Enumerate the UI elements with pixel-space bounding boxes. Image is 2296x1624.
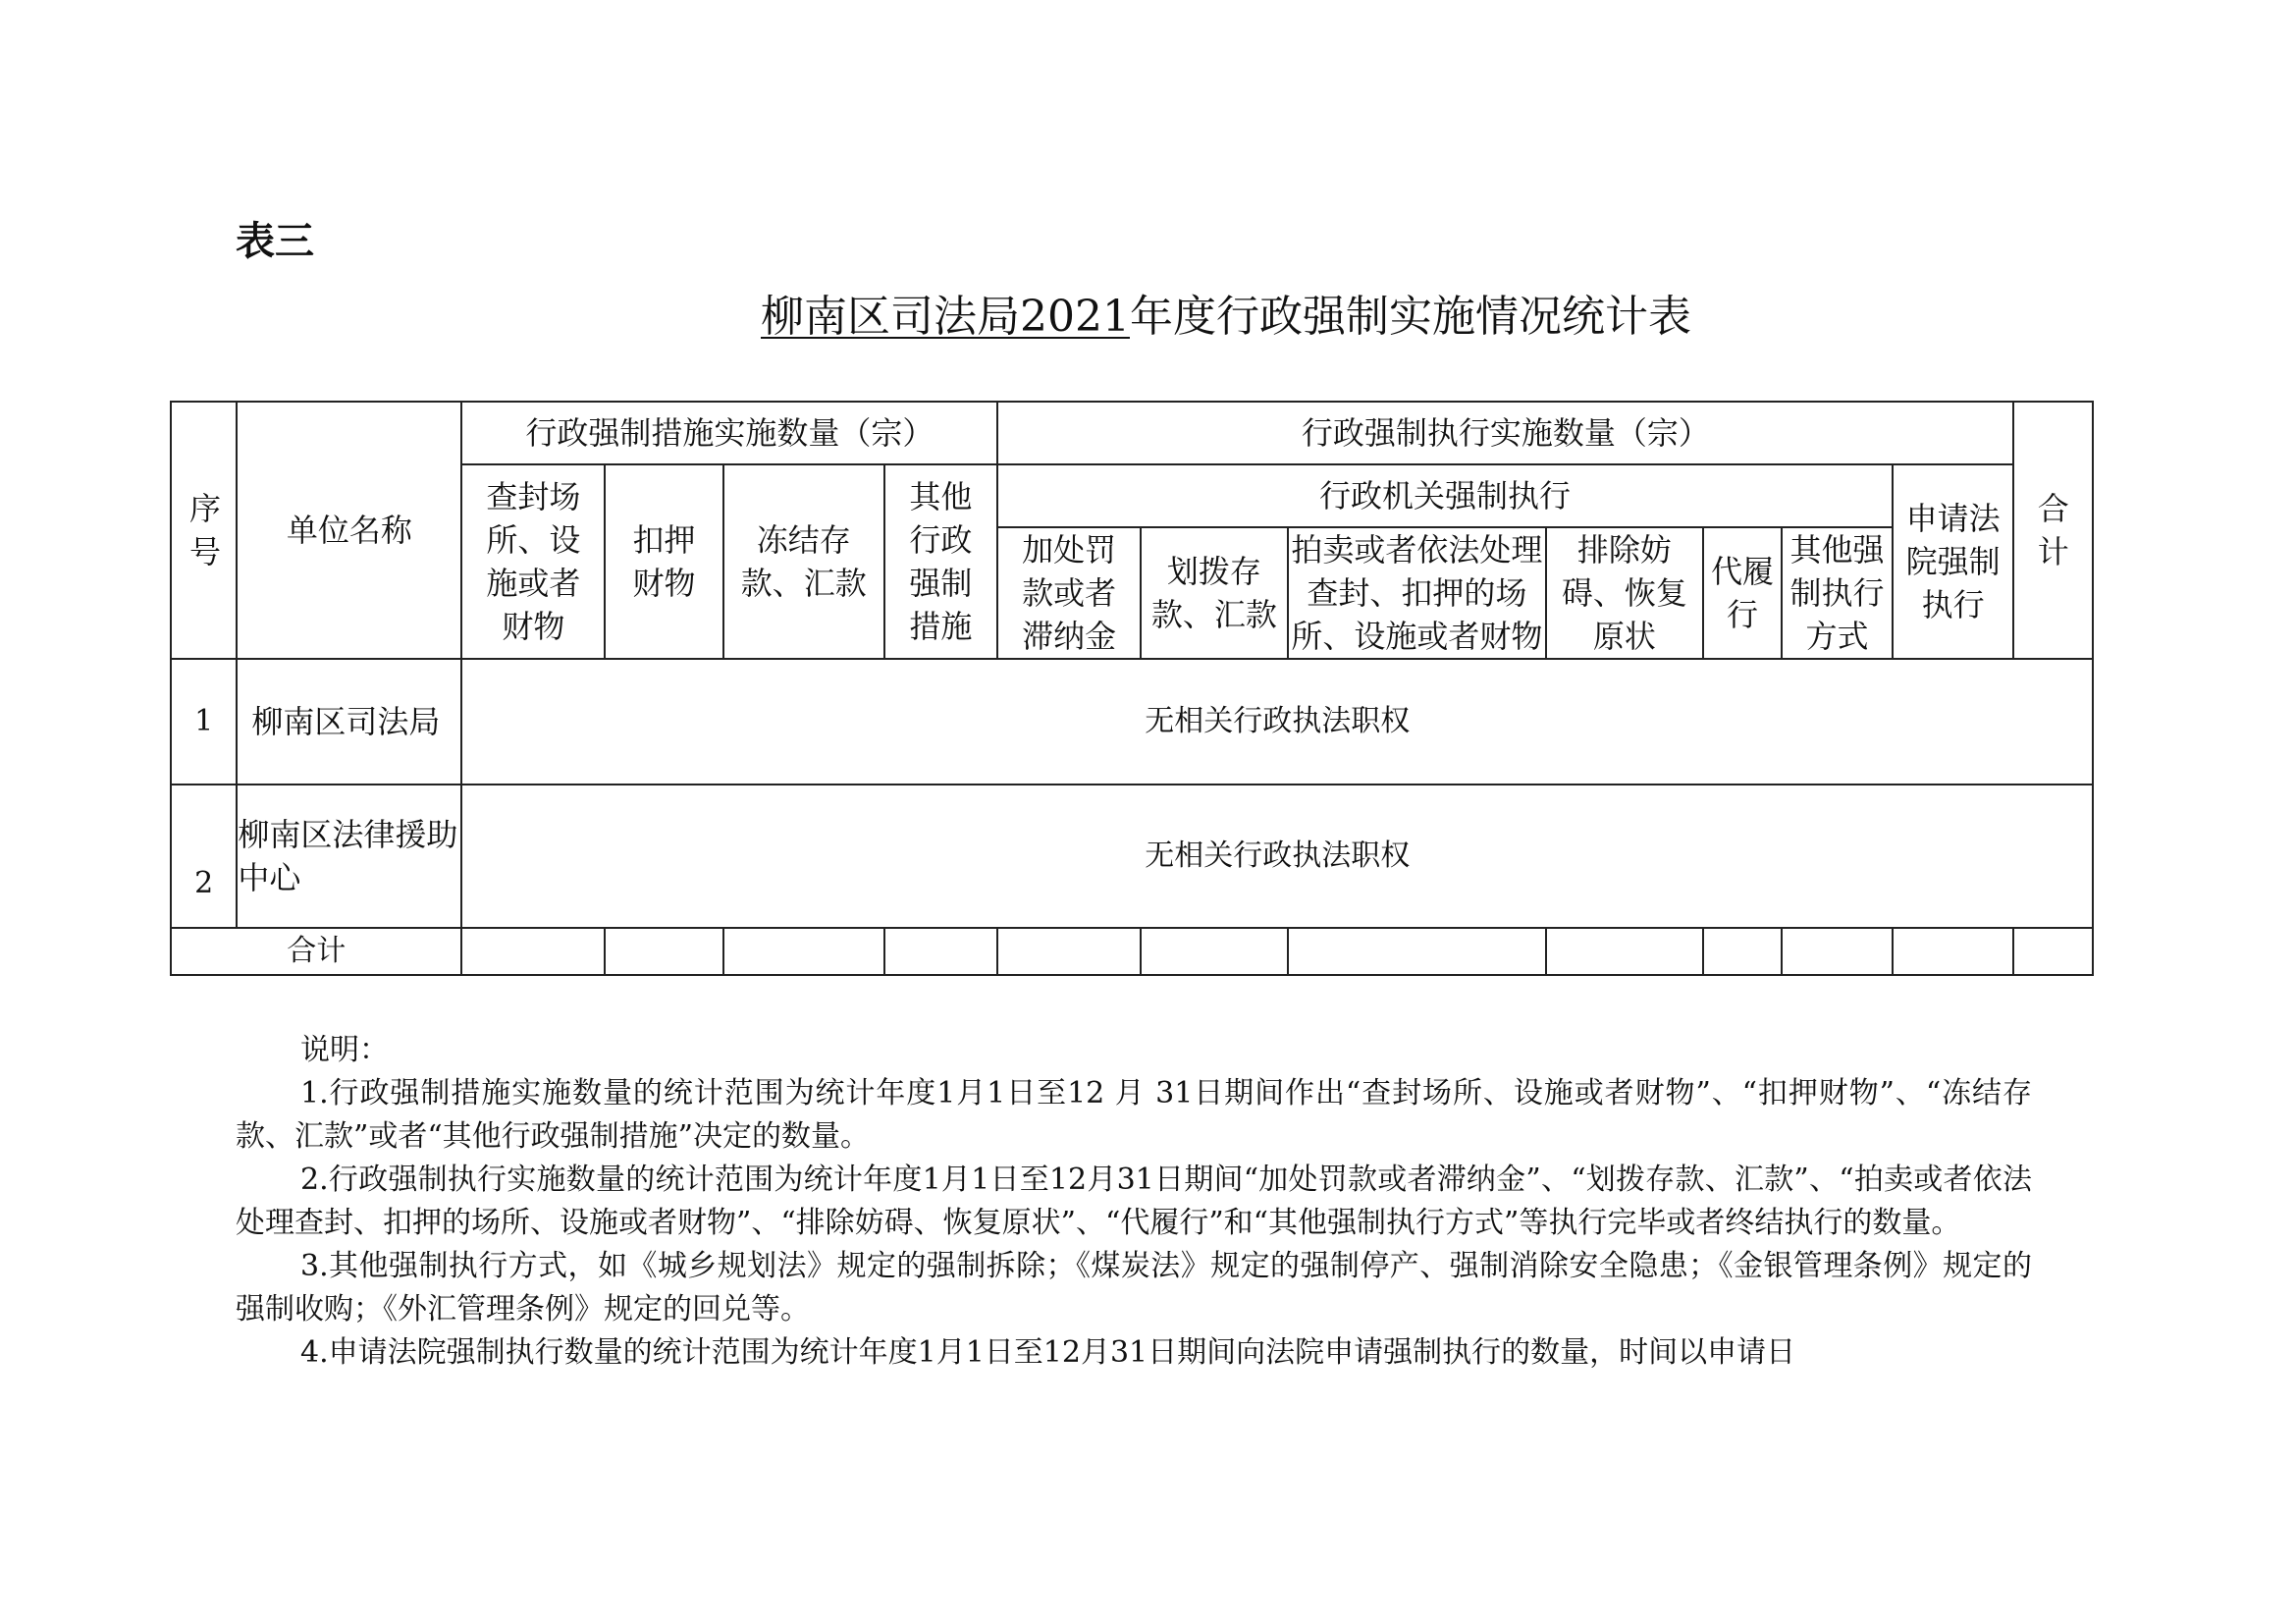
table-total-row <box>171 928 2093 975</box>
total-cell <box>884 928 998 975</box>
total-cell <box>997 928 1141 975</box>
row-note: 无相关行政执法职权 <box>461 785 2093 928</box>
header-col-remove: 排除妨碍、恢复原状 <box>1546 527 1703 659</box>
note-item: 4.申请法院强制执行数量的统计范围为统计年度1月1日至12月31日期间向法院申请强制执行的数量，时间以申请日 <box>300 1335 1796 1370</box>
note-item: 1.行政强制措施实施数量的统计范围为统计年度1月1日至12 月 31日期间作出“查封场所、设施或者财物”、“扣押财物”、“冻结存款、汇款”或者“其他行政强制措施”决定的数量。 <box>236 1076 2032 1154</box>
header-col-court: 申请法院强制执行 <box>1893 464 2014 659</box>
row-note: 无相关行政执法职权 <box>461 659 2093 785</box>
note-item: 2.行政强制执行实施数量的统计范围为统计年度1月1日至12月31日期间“加处罚款或者滞纳金”、“划拨存款、汇款”、“拍卖或者依法处理查封、扣押的场所、设施或者财物”、“排除妨碍、恢复原状”、“代履行”和“其他强制执行方式”等执行完毕或者终结执行的数量。 <box>236 1163 2032 1240</box>
header-col-auction: 拍卖或者依法处理查封、扣押的场所、设施或者财物 <box>1288 527 1546 659</box>
header-col-transfer: 划拨存款、汇款 <box>1141 527 1288 659</box>
header-col-seal: 查封场所、设施或者财物 <box>461 464 605 659</box>
header-exec-group: 行政强制执行实施数量（宗） <box>997 402 2013 464</box>
header-col-substitute: 代履行 <box>1703 527 1782 659</box>
row-seq: 1 <box>171 659 237 785</box>
table-row <box>171 785 2093 928</box>
notes-section <box>236 1029 2032 1375</box>
header-total: 合计 <box>2013 402 2093 659</box>
title-rest-part: 年度行政强制实施情况统计表 <box>1129 292 1691 342</box>
header-col-other-measures: 其他行政强制措施 <box>884 464 998 659</box>
table-row <box>171 659 2093 785</box>
header-col-fine: 加处罚款或者滞纳金 <box>997 527 1141 659</box>
total-cell <box>1893 928 2014 975</box>
header-col-detain: 扣押财物 <box>605 464 723 659</box>
total-cell <box>1288 928 1546 975</box>
page-title <box>761 281 1691 344</box>
header-seq: 序号 <box>171 402 237 659</box>
row-unit: 柳南区法律援助中心 <box>237 785 461 928</box>
header-col-freeze: 冻结存款、汇款 <box>723 464 884 659</box>
table-label: 表三 <box>236 219 314 264</box>
total-cell <box>2013 928 2093 975</box>
total-cell <box>1141 928 1288 975</box>
total-label: 合计 <box>171 928 461 975</box>
statistics-table <box>170 401 2094 976</box>
header-admin-exec-group: 行政机关强制执行 <box>997 464 1893 527</box>
header-col-other-exec: 其他强制执行方式 <box>1782 527 1893 659</box>
note-item: 3.其他强制执行方式，如《城乡规划法》规定的强制拆除；《煤炭法》规定的强制停产、强制消除安全隐患；《金银管理条例》规定的强制收购；《外汇管理条例》规定的回兑等。 <box>236 1249 2032 1326</box>
total-cell <box>605 928 723 975</box>
total-cell <box>1546 928 1703 975</box>
title-underlined-part: 柳南区司法局2021 <box>761 292 1130 342</box>
total-cell <box>723 928 884 975</box>
header-measures-group: 行政强制措施实施数量（宗） <box>461 402 997 464</box>
total-cell <box>1782 928 1893 975</box>
header-unit: 单位名称 <box>237 402 461 659</box>
total-cell <box>1703 928 1782 975</box>
row-seq: 2 <box>171 785 237 928</box>
row-unit: 柳南区司法局 <box>237 659 461 785</box>
notes-heading: 说明： <box>300 1033 389 1067</box>
total-cell <box>461 928 605 975</box>
